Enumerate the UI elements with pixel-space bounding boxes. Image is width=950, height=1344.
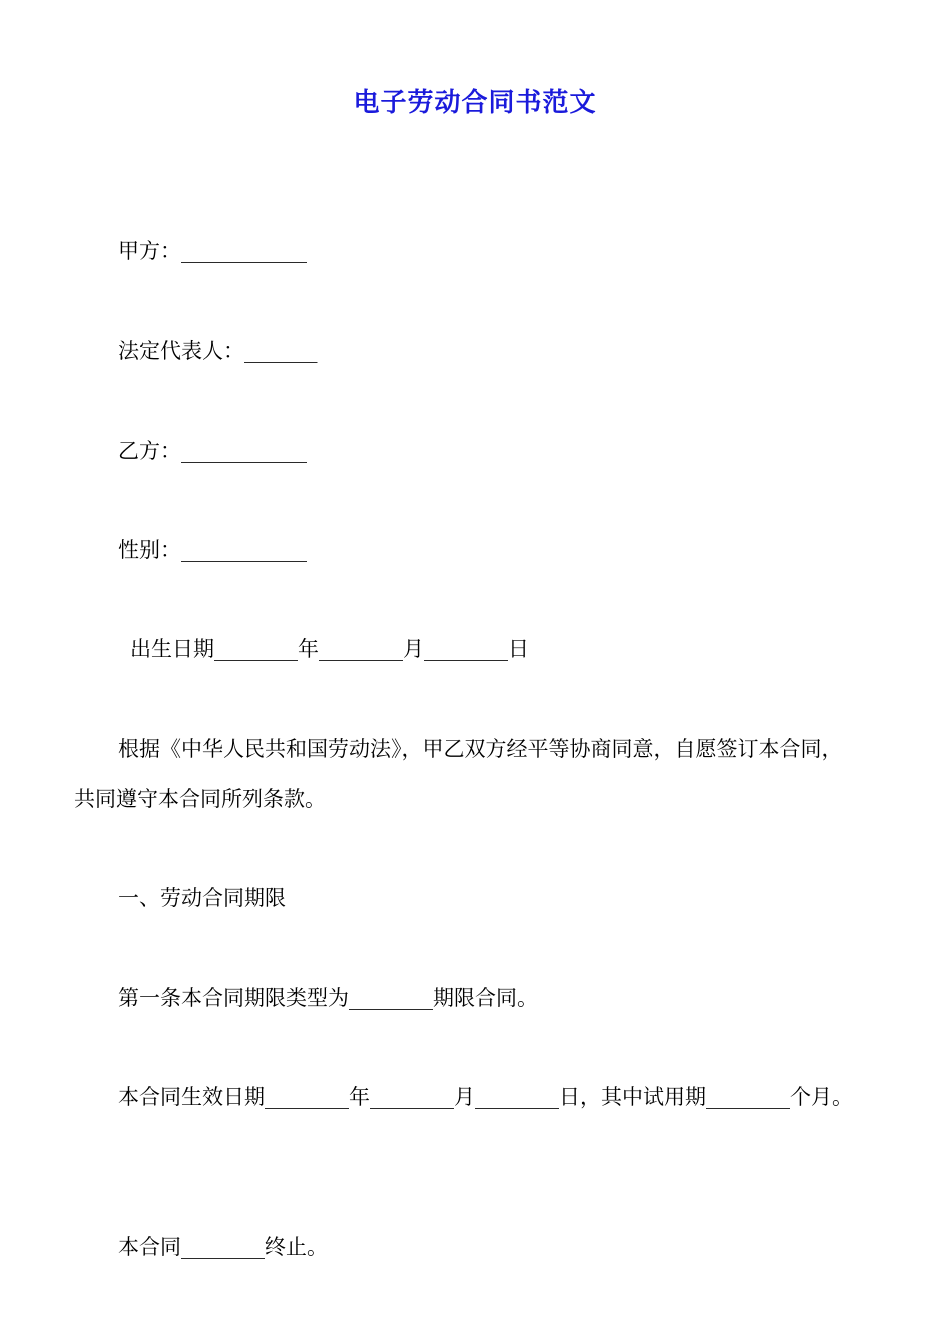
birth-year-unit: 年 bbox=[298, 637, 319, 661]
trial-months-blank[interactable]: ________ bbox=[706, 1085, 790, 1109]
birth-month-blank[interactable]: ________ bbox=[319, 637, 403, 661]
birth-month-unit: 月 bbox=[403, 637, 424, 661]
gender-line bbox=[118, 535, 307, 565]
legal-rep-label: 法定代表人： bbox=[118, 339, 244, 363]
gender-label: 性别： bbox=[118, 538, 181, 562]
legal-rep-line bbox=[118, 336, 318, 366]
effective-suffix: 个月。 bbox=[790, 1085, 853, 1109]
party-a-line bbox=[118, 236, 307, 266]
party-a-label: 甲方： bbox=[118, 239, 181, 263]
effective-date-line bbox=[118, 1082, 853, 1112]
article-1-suffix: 期限合同。 bbox=[433, 986, 538, 1010]
termination-prefix: 本合同 bbox=[118, 1235, 181, 1259]
gender-blank[interactable]: ____________ bbox=[181, 538, 307, 562]
document-title: 电子劳动合同书范文 bbox=[353, 88, 597, 118]
birth-day-unit: 日 bbox=[508, 637, 529, 661]
effective-day-blank[interactable]: ________ bbox=[475, 1085, 559, 1109]
effective-day-trial: 日，其中试用期 bbox=[559, 1085, 706, 1109]
effective-year-unit: 年 bbox=[349, 1085, 370, 1109]
article-1-prefix: 第一条本合同期限类型为 bbox=[118, 986, 349, 1010]
termination-blank[interactable]: ________ bbox=[181, 1235, 265, 1259]
effective-year-blank[interactable]: ________ bbox=[265, 1085, 349, 1109]
party-a-blank[interactable]: ____________ bbox=[181, 239, 307, 263]
preamble-line-1: 根据《中华人民共和国劳动法》，甲乙双方经平等协商同意，自愿签订本合同， bbox=[118, 737, 843, 761]
birth-day-blank[interactable]: ________ bbox=[424, 637, 508, 661]
article-1-line bbox=[118, 983, 538, 1013]
birth-year-blank[interactable]: ________ bbox=[214, 637, 298, 661]
section-1-heading: 一、劳动合同期限 bbox=[118, 886, 286, 910]
party-b-line bbox=[118, 436, 307, 466]
termination-suffix: 终止。 bbox=[265, 1235, 328, 1259]
preamble-line-2: 共同遵守本合同所列条款。 bbox=[74, 787, 326, 811]
party-b-blank[interactable]: ____________ bbox=[181, 439, 307, 463]
effective-prefix: 本合同生效日期 bbox=[118, 1085, 265, 1109]
effective-month-blank[interactable]: ________ bbox=[370, 1085, 454, 1109]
party-b-label: 乙方： bbox=[118, 439, 181, 463]
legal-rep-blank[interactable]: _______ bbox=[244, 339, 318, 363]
termination-line bbox=[118, 1232, 328, 1262]
contract-type-blank[interactable]: ________ bbox=[349, 986, 433, 1010]
birth-label: 出生日期 bbox=[130, 637, 214, 661]
effective-month-unit: 月 bbox=[454, 1085, 475, 1109]
birth-date-line bbox=[130, 634, 529, 664]
